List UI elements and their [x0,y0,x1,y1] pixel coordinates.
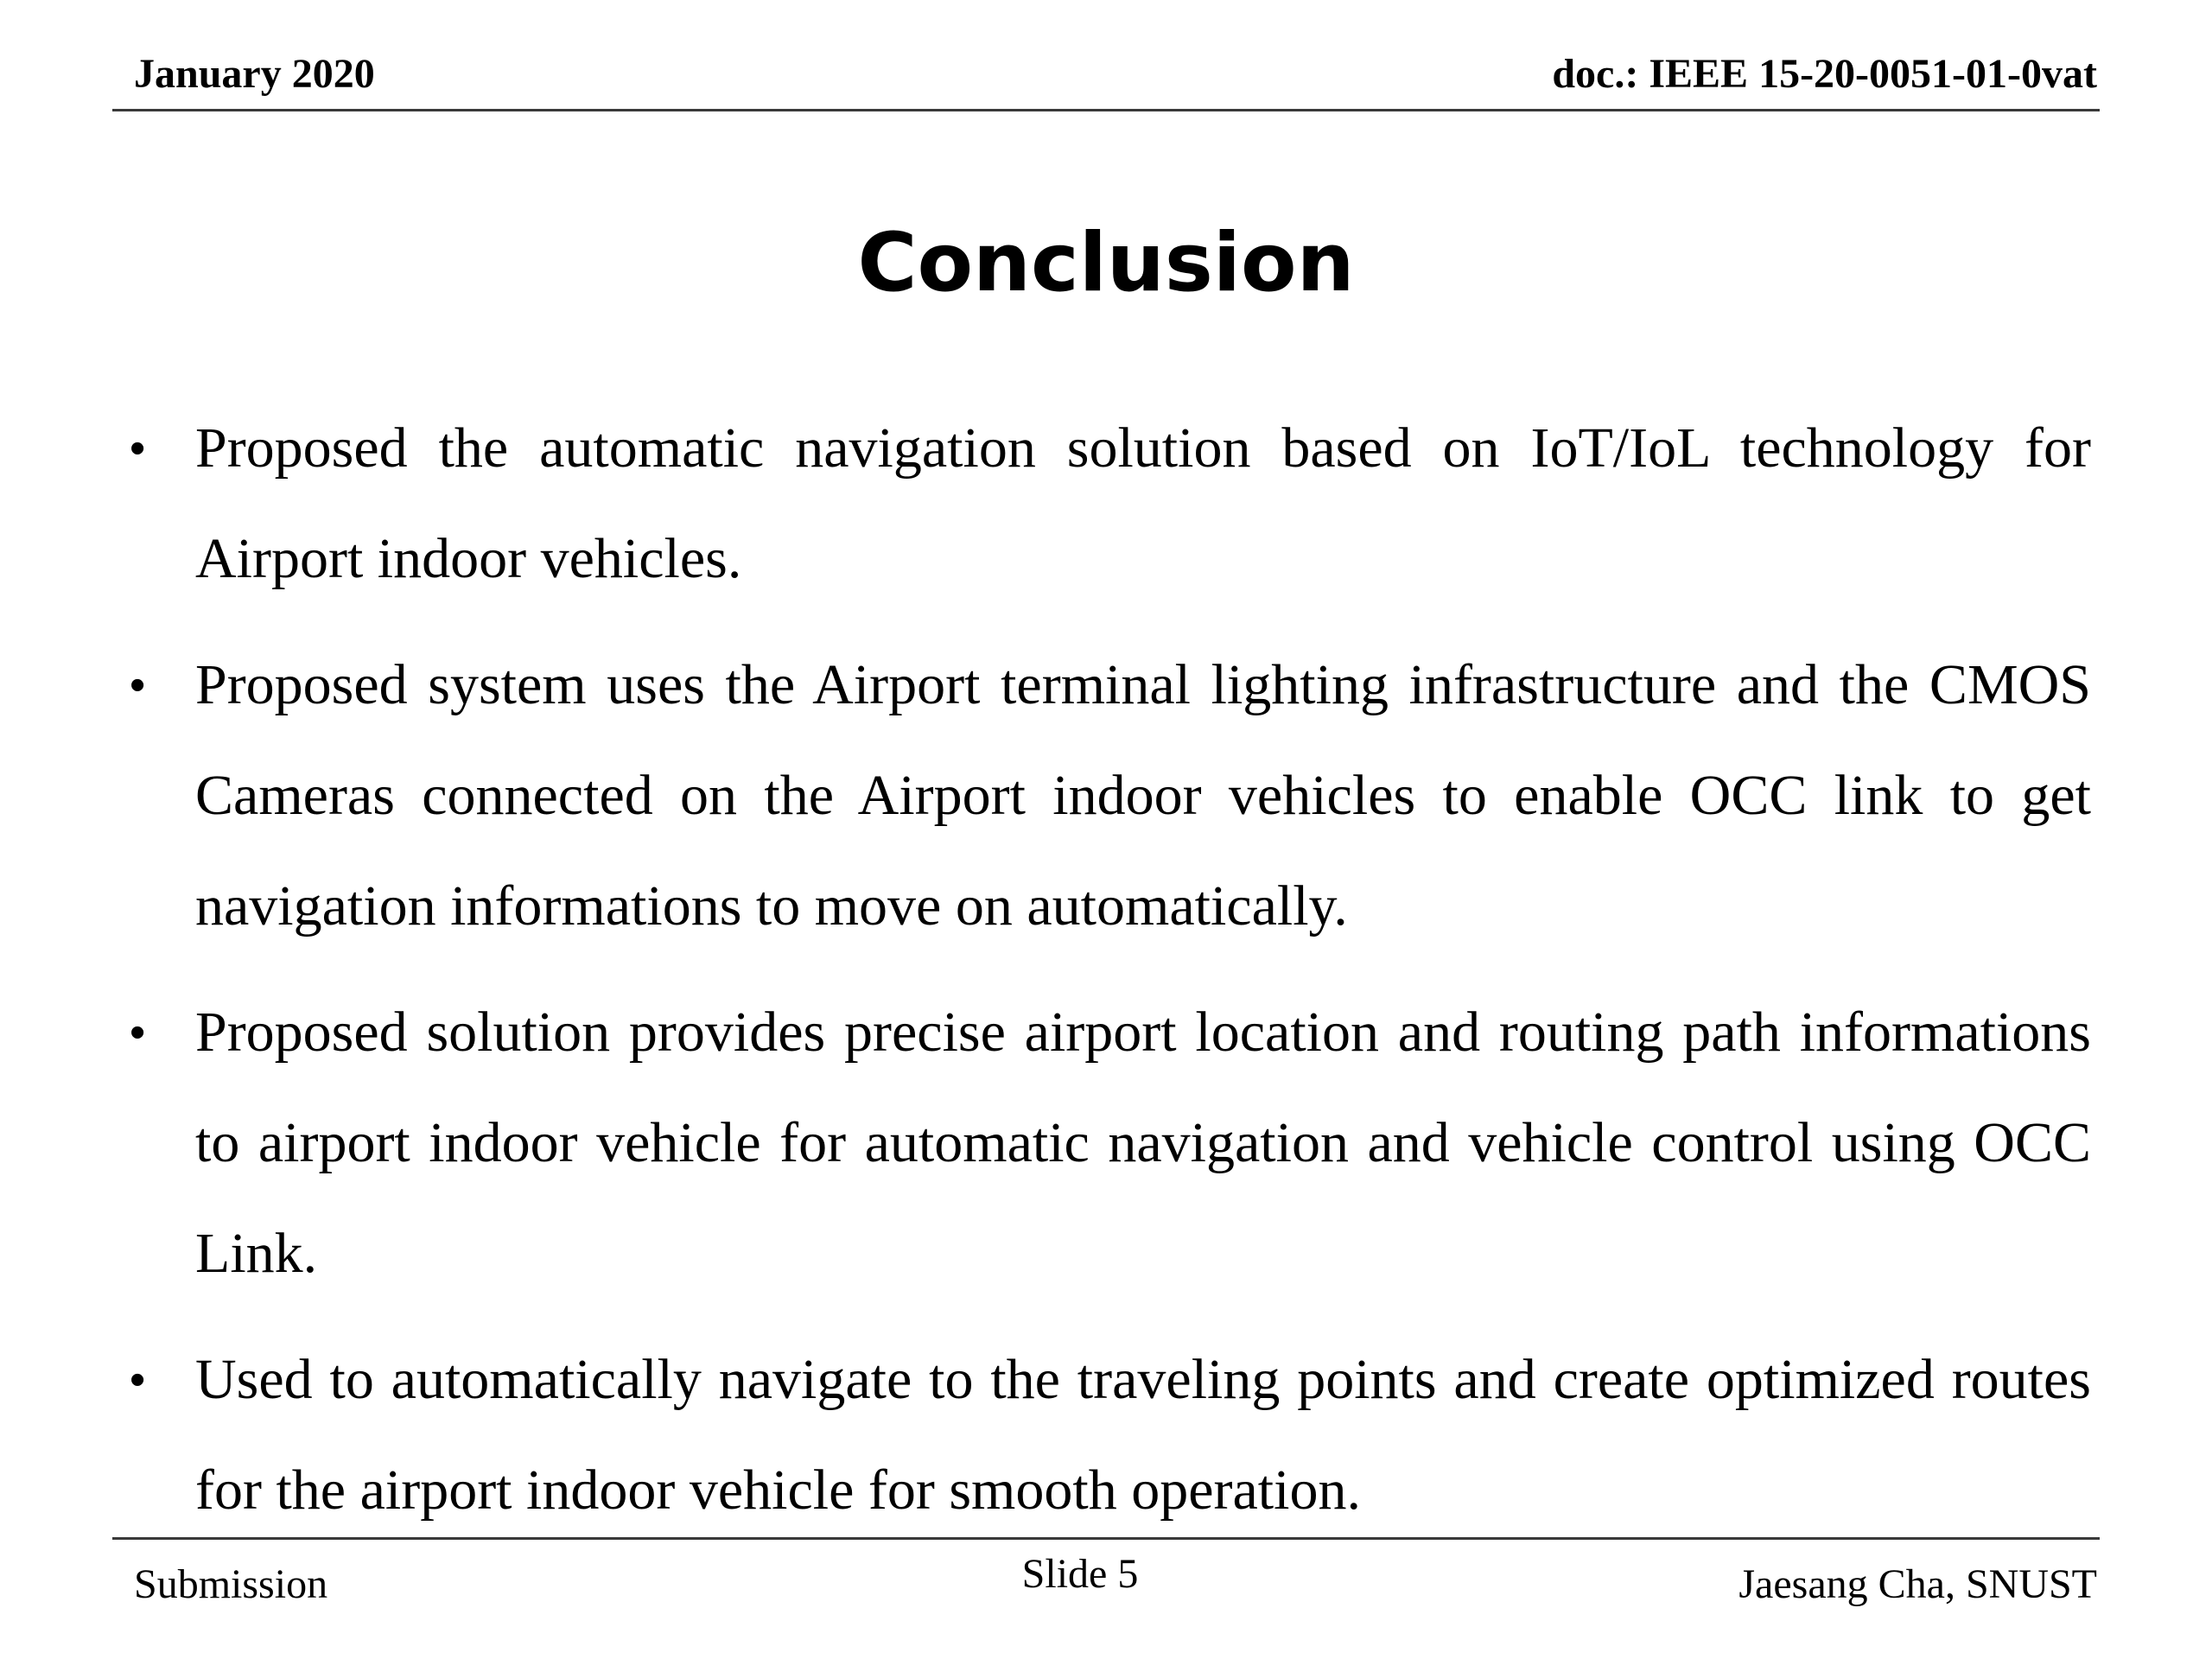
footer-slide-number: Slide 5 [1021,1551,1139,1597]
bullet-text: Proposed solution provides precise airport location and routing path informations to airport indoor vehicle for automatic navigation and vehicle control using OCC Link. [195,1001,2091,1285]
bullet-item [130,1325,2091,1546]
header-doc-id: doc.: IEEE 15-20-0051-01-0vat [1552,51,2097,97]
bullet-icon: • [130,1007,146,1058]
bullet-icon: • [130,660,146,710]
footer-divider [112,1537,2100,1540]
bullet-item [130,393,2091,614]
slide-title: Conclusion [857,216,1355,310]
bullet-text: Proposed the automatic navigation solution based on IoT/IoL technology for Airport indoor vehicles. [195,416,2091,590]
bullet-item [130,630,2091,962]
header-date: January 2020 [134,51,375,97]
bullet-text: Proposed system uses the Airport terminal lighting infrastructure and the CMOS Cameras connected on the Airport indoor vehicles to enable OCC link to get navigation informations to move on automatically. [195,653,2091,938]
bullet-item [130,977,2091,1309]
bullet-icon: • [130,1355,146,1405]
footer-submission: Submission [134,1561,328,1607]
header-divider [112,109,2100,111]
bullet-icon: • [130,423,146,474]
footer-author: Jaesang Cha, SNUST [1738,1561,2097,1607]
bullet-list [130,393,2091,1561]
bullet-text: Used to automatically navigate to the traveling points and create optimized routes for the airport indoor vehicle for smooth operation. [195,1348,2091,1522]
